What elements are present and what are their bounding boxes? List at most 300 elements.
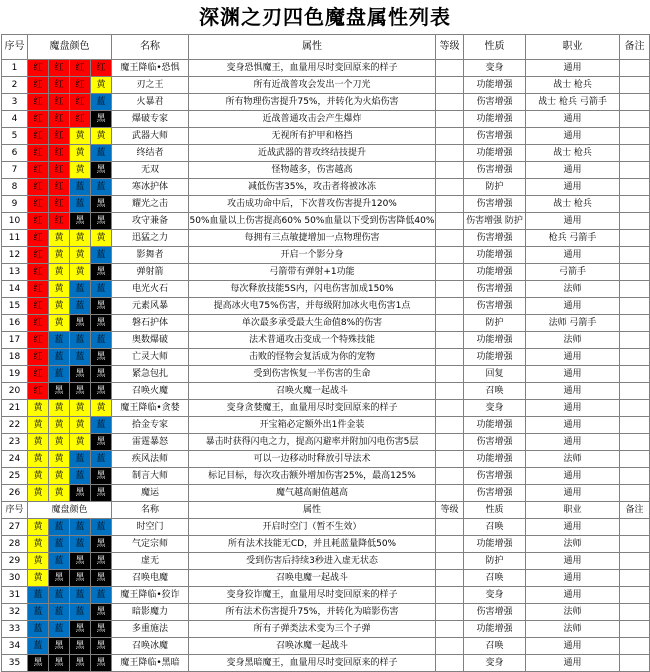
color-cell: 黄	[49, 451, 70, 468]
row-type: 功能增强	[464, 349, 526, 366]
color-cell: 黄	[28, 451, 49, 468]
row-job: 通用	[526, 519, 620, 536]
color-cell: 黄	[70, 128, 91, 145]
row-note	[620, 332, 650, 349]
color-cell: 蓝	[70, 349, 91, 366]
table-row	[2, 77, 650, 94]
row-name: 疾风法师	[112, 451, 189, 468]
color-cell: 红	[28, 264, 49, 281]
header-no: 序号	[2, 35, 28, 60]
color-cell: 黄	[70, 247, 91, 264]
color-cell: 黄	[49, 281, 70, 298]
color-cell: 红	[49, 94, 70, 111]
color-cell: 黑	[91, 655, 112, 672]
row-level	[436, 366, 464, 383]
color-cell: 黑	[91, 604, 112, 621]
color-cell: 蓝	[70, 587, 91, 604]
header-attr: 属性	[189, 502, 436, 519]
color-cell: 红	[28, 383, 49, 400]
color-cell: 黄	[49, 230, 70, 247]
row-job: 通用	[526, 298, 620, 315]
row-number: 7	[2, 162, 28, 179]
table-row	[2, 553, 650, 570]
row-job: 法师	[526, 281, 620, 298]
row-note	[620, 298, 650, 315]
row-name: 武器大师	[112, 128, 189, 145]
row-level	[436, 247, 464, 264]
color-cell: 黑	[91, 434, 112, 451]
row-number: 24	[2, 451, 28, 468]
table-row	[2, 400, 650, 417]
color-cell: 蓝	[70, 281, 91, 298]
row-note	[620, 349, 650, 366]
color-cell: 黄	[91, 230, 112, 247]
color-cell: 红	[28, 213, 49, 230]
color-cell: 黄	[70, 264, 91, 281]
row-level	[436, 485, 464, 502]
row-job: 通用	[526, 553, 620, 570]
row-attribute: 所有子弹类法术变为三个子弹	[189, 621, 436, 638]
table-row	[2, 128, 650, 145]
color-cell: 黄	[28, 468, 49, 485]
row-name: 元素风暴	[112, 298, 189, 315]
table-row	[2, 230, 650, 247]
row-number: 26	[2, 485, 28, 502]
row-type: 变身	[464, 655, 526, 672]
color-cell: 黄	[49, 400, 70, 417]
row-attribute: 可以一边移动时释放引导法术	[189, 451, 436, 468]
row-number: 32	[2, 604, 28, 621]
color-cell: 黑	[91, 111, 112, 128]
row-type: 伤害增强	[464, 162, 526, 179]
color-cell: 蓝	[49, 553, 70, 570]
color-cell: 黑	[70, 485, 91, 502]
table-row	[2, 281, 650, 298]
row-level	[436, 281, 464, 298]
row-level	[436, 638, 464, 655]
color-cell: 蓝	[70, 332, 91, 349]
color-cell: 红	[70, 111, 91, 128]
row-job: 通用	[526, 60, 620, 77]
color-cell: 黑	[91, 349, 112, 366]
row-level	[436, 655, 464, 672]
row-job: 通用	[526, 383, 620, 400]
row-attribute: 弓箭带有弹射+1功能	[189, 264, 436, 281]
table-row	[2, 264, 650, 281]
color-cell: 蓝	[70, 451, 91, 468]
color-cell: 红	[49, 77, 70, 94]
color-cell: 黑	[70, 366, 91, 383]
table-header	[2, 35, 650, 60]
row-type: 功能增强	[464, 451, 526, 468]
color-cell: 蓝	[91, 332, 112, 349]
row-note	[620, 94, 650, 111]
row-note	[620, 145, 650, 162]
color-cell: 黑	[70, 213, 91, 230]
row-level	[436, 264, 464, 281]
row-attribute: 近战普通攻击会产生爆炸	[189, 111, 436, 128]
color-cell: 蓝	[70, 179, 91, 196]
color-cell: 黑	[70, 570, 91, 587]
row-type: 召唤	[464, 638, 526, 655]
table-row	[2, 366, 650, 383]
row-level	[436, 298, 464, 315]
color-cell: 黑	[91, 553, 112, 570]
color-cell: 黑	[91, 366, 112, 383]
row-level	[436, 468, 464, 485]
row-attribute: 变身黑暗魔王，血量用尽时变回原来的样子	[189, 655, 436, 672]
color-cell: 红	[28, 366, 49, 383]
color-cell: 黄	[28, 434, 49, 451]
color-cell: 黑	[91, 383, 112, 400]
color-cell: 蓝	[70, 468, 91, 485]
row-type: 伤害增强	[464, 485, 526, 502]
row-job: 通用	[526, 366, 620, 383]
color-cell: 黄	[49, 485, 70, 502]
row-job: 法师	[526, 332, 620, 349]
table-row	[2, 621, 650, 638]
row-number: 17	[2, 332, 28, 349]
table-row	[2, 417, 650, 434]
row-job: 通用	[526, 417, 620, 434]
color-cell: 红	[28, 162, 49, 179]
row-attribute: 所有法术伤害提升75%，并转化为暗影伤害	[189, 604, 436, 621]
row-job: 通用	[526, 570, 620, 587]
row-attribute: 召唤冰魔一起战斗	[189, 638, 436, 655]
row-note	[620, 247, 650, 264]
color-cell: 蓝	[49, 349, 70, 366]
row-level	[436, 604, 464, 621]
row-attribute: 减低伤害35%，攻击者将被冰冻	[189, 179, 436, 196]
row-type: 伤害增强	[464, 604, 526, 621]
row-job: 法师	[526, 621, 620, 638]
row-attribute: 开宝箱必定额外出1件金装	[189, 417, 436, 434]
color-cell: 黑	[91, 468, 112, 485]
row-job: 通用	[526, 349, 620, 366]
row-note	[620, 179, 650, 196]
row-number: 12	[2, 247, 28, 264]
header-color: 魔盘颜色	[28, 502, 112, 519]
color-cell: 黑	[91, 638, 112, 655]
row-name: 魔王降临•黑暗	[112, 655, 189, 672]
color-cell: 蓝	[91, 145, 112, 162]
table-row	[2, 94, 650, 111]
color-cell: 黑	[49, 655, 70, 672]
header-note: 备注	[620, 502, 650, 519]
row-attribute: 提高冰火电75%伤害，并每级附加冰火电伤害1点	[189, 298, 436, 315]
row-note	[620, 77, 650, 94]
row-type: 防护	[464, 553, 526, 570]
row-name: 紧急包扎	[112, 366, 189, 383]
row-attribute: 开启一个影分身	[189, 247, 436, 264]
row-name: 多重施法	[112, 621, 189, 638]
color-cell: 蓝	[91, 519, 112, 536]
row-note	[620, 128, 650, 145]
color-cell: 黄	[49, 315, 70, 332]
color-cell: 黄	[91, 77, 112, 94]
row-type: 功能增强	[464, 77, 526, 94]
row-name: 时空门	[112, 519, 189, 536]
color-cell: 蓝	[70, 536, 91, 553]
row-name: 刃之王	[112, 77, 189, 94]
row-note	[620, 570, 650, 587]
row-note	[620, 536, 650, 553]
row-note	[620, 111, 650, 128]
row-name: 魔运	[112, 485, 189, 502]
row-job: 战士 枪兵	[526, 77, 620, 94]
row-name: 寒冰护体	[112, 179, 189, 196]
color-cell: 蓝	[28, 587, 49, 604]
row-level	[436, 536, 464, 553]
row-number: 16	[2, 315, 28, 332]
color-cell: 黄	[70, 230, 91, 247]
color-cell: 红	[28, 247, 49, 264]
row-note	[620, 213, 650, 230]
color-cell: 红	[28, 60, 49, 77]
row-job: 通用	[526, 162, 620, 179]
row-attribute: 所有物理伤害提升75%，并转化为火焰伤害	[189, 94, 436, 111]
row-attribute: 变身狡诈魔王，血量用尽时变回原来的样子	[189, 587, 436, 604]
color-cell: 黄	[91, 128, 112, 145]
row-number: 27	[2, 519, 28, 536]
row-name: 爆破专家	[112, 111, 189, 128]
row-name: 召唤火魔	[112, 383, 189, 400]
color-cell: 黄	[28, 553, 49, 570]
color-cell: 黑	[70, 621, 91, 638]
row-note	[620, 383, 650, 400]
row-name: 气定宗师	[112, 536, 189, 553]
row-number: 10	[2, 213, 28, 230]
row-type: 回复	[464, 366, 526, 383]
row-note	[620, 281, 650, 298]
color-cell: 蓝	[91, 179, 112, 196]
color-cell: 黑	[91, 162, 112, 179]
table-row	[2, 145, 650, 162]
row-attribute: 近战武器的普攻终结技提升	[189, 145, 436, 162]
row-type: 伤害增强	[464, 298, 526, 315]
row-type: 功能增强	[464, 247, 526, 264]
color-cell: 蓝	[91, 451, 112, 468]
color-cell: 黄	[28, 519, 49, 536]
color-cell: 红	[28, 332, 49, 349]
color-cell: 蓝	[91, 247, 112, 264]
header-name: 名称	[112, 35, 189, 60]
row-note	[620, 366, 650, 383]
row-note	[620, 638, 650, 655]
color-cell: 红	[70, 60, 91, 77]
table-row	[2, 60, 650, 77]
row-number: 30	[2, 570, 28, 587]
row-name: 无双	[112, 162, 189, 179]
row-job: 法师 弓箭手	[526, 315, 620, 332]
color-cell: 黑	[49, 638, 70, 655]
row-note	[620, 315, 650, 332]
row-name: 魔王降临•恐惧	[112, 60, 189, 77]
color-cell: 红	[49, 60, 70, 77]
row-level	[436, 111, 464, 128]
row-name: 魔王降临•狡诈	[112, 587, 189, 604]
color-cell: 蓝	[91, 587, 112, 604]
color-cell: 红	[28, 230, 49, 247]
row-level	[436, 400, 464, 417]
color-cell: 蓝	[70, 519, 91, 536]
color-cell: 红	[28, 179, 49, 196]
row-type: 防护	[464, 179, 526, 196]
color-cell: 红	[70, 94, 91, 111]
color-cell: 黄	[28, 536, 49, 553]
row-job: 法师	[526, 536, 620, 553]
row-name: 耀光之击	[112, 196, 189, 213]
row-attribute: 所有法术技能无CD，并且耗蓝量降低50%	[189, 536, 436, 553]
row-number: 21	[2, 400, 28, 417]
row-note	[620, 434, 650, 451]
color-cell: 黄	[49, 264, 70, 281]
header-level: 等级	[436, 502, 464, 519]
color-cell: 黑	[91, 196, 112, 213]
table-row	[2, 570, 650, 587]
row-job: 通用	[526, 655, 620, 672]
row-name: 磐石护体	[112, 315, 189, 332]
table-body-a	[2, 60, 650, 502]
table-row	[2, 111, 650, 128]
row-attribute: 法术普通攻击变成一个特殊技能	[189, 332, 436, 349]
row-attribute: 暴击时获得闪电之力，提高闪避率并附加闪电伤害5层	[189, 434, 436, 451]
color-cell: 红	[28, 94, 49, 111]
color-cell: 蓝	[91, 281, 112, 298]
row-level	[436, 315, 464, 332]
row-note	[620, 162, 650, 179]
row-number: 4	[2, 111, 28, 128]
row-level	[436, 451, 464, 468]
row-number: 3	[2, 94, 28, 111]
color-cell: 黑	[91, 298, 112, 315]
color-cell: 红	[28, 349, 49, 366]
row-job: 通用	[526, 213, 620, 230]
color-cell: 黑	[91, 570, 112, 587]
color-cell: 蓝	[91, 94, 112, 111]
row-job: 战士 枪兵 弓箭手	[526, 94, 620, 111]
color-cell: 红	[28, 298, 49, 315]
row-attribute: 击败的怪物会复活成为你的宠物	[189, 349, 436, 366]
color-cell: 红	[28, 77, 49, 94]
row-name: 亡灵大师	[112, 349, 189, 366]
row-level	[436, 383, 464, 400]
color-cell: 黄	[70, 400, 91, 417]
row-attribute: 怪物越多，伤害越高	[189, 162, 436, 179]
row-type: 伤害增强	[464, 128, 526, 145]
row-job: 通用	[526, 468, 620, 485]
row-number: 35	[2, 655, 28, 672]
row-type: 功能增强	[464, 145, 526, 162]
color-cell: 黄	[28, 485, 49, 502]
row-number: 31	[2, 587, 28, 604]
row-name: 拾金专家	[112, 417, 189, 434]
table-row	[2, 468, 650, 485]
row-level	[436, 417, 464, 434]
row-attribute: 魔气越高耐值越高	[189, 485, 436, 502]
row-number: 9	[2, 196, 28, 213]
table-row	[2, 604, 650, 621]
row-type: 功能增强	[464, 536, 526, 553]
table-row	[2, 196, 650, 213]
color-cell: 黄	[70, 417, 91, 434]
row-attribute: 每次释放技能5S内，闪电伤害加成150%	[189, 281, 436, 298]
color-cell: 黑	[70, 315, 91, 332]
row-level	[436, 570, 464, 587]
row-job: 通用	[526, 638, 620, 655]
row-level	[436, 213, 464, 230]
row-job: 通用	[526, 111, 620, 128]
row-level	[436, 519, 464, 536]
row-number: 8	[2, 179, 28, 196]
header-job: 职业	[526, 502, 620, 519]
color-cell: 红	[49, 128, 70, 145]
row-attribute: 召唤火魔一起战斗	[189, 383, 436, 400]
row-type: 伤害增强 防护	[464, 213, 526, 230]
color-cell: 黑	[70, 655, 91, 672]
row-note	[620, 621, 650, 638]
color-cell: 红	[49, 213, 70, 230]
row-type: 变身	[464, 400, 526, 417]
table-row	[2, 349, 650, 366]
row-level	[436, 196, 464, 213]
row-note	[620, 587, 650, 604]
attribute-table	[1, 34, 650, 672]
row-note	[620, 604, 650, 621]
row-number: 34	[2, 638, 28, 655]
table-row	[2, 519, 650, 536]
row-attribute: 变身贪婪魔王，血量用尽时变回原来的样子	[189, 400, 436, 417]
table-row	[2, 655, 650, 672]
table-row	[2, 485, 650, 502]
table-row	[2, 247, 650, 264]
color-cell: 红	[49, 179, 70, 196]
header-type: 性质	[464, 502, 526, 519]
color-cell: 蓝	[49, 621, 70, 638]
row-note	[620, 196, 650, 213]
header-note: 备注	[620, 35, 650, 60]
header-color: 魔盘颜色	[28, 35, 112, 60]
row-name: 火暴君	[112, 94, 189, 111]
table-row	[2, 315, 650, 332]
table-row	[2, 638, 650, 655]
row-number: 11	[2, 230, 28, 247]
row-name: 召唤冰魔	[112, 638, 189, 655]
row-number: 2	[2, 77, 28, 94]
row-note	[620, 468, 650, 485]
header-name: 名称	[112, 502, 189, 519]
color-cell: 红	[49, 162, 70, 179]
color-cell: 红	[49, 196, 70, 213]
row-number: 19	[2, 366, 28, 383]
row-number: 29	[2, 553, 28, 570]
header-type: 性质	[464, 35, 526, 60]
color-cell: 红	[28, 128, 49, 145]
color-cell: 红	[49, 145, 70, 162]
row-level	[436, 332, 464, 349]
row-type: 召唤	[464, 383, 526, 400]
row-name: 魔王降临•贪婪	[112, 400, 189, 417]
row-level	[436, 60, 464, 77]
row-level	[436, 77, 464, 94]
color-cell: 蓝	[28, 604, 49, 621]
row-job: 法师	[526, 451, 620, 468]
row-name: 雷霆暴怒	[112, 434, 189, 451]
row-type: 变身	[464, 60, 526, 77]
color-cell: 蓝	[70, 196, 91, 213]
row-type: 功能增强	[464, 417, 526, 434]
table-row	[2, 213, 650, 230]
